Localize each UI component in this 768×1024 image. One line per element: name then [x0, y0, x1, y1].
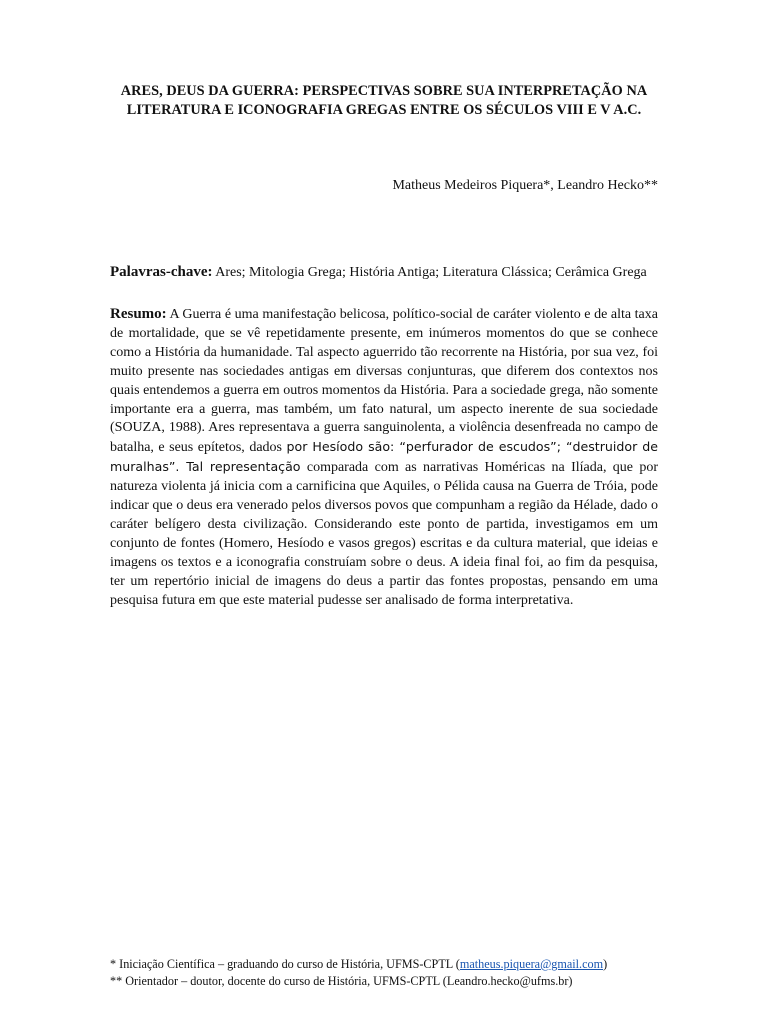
- footnote-1-text: Iniciação Científica – graduando do curso de História, UFMS-CPTL (: [116, 957, 460, 971]
- keywords-section: [110, 263, 658, 282]
- abstract-text-epithets: por Hesíodo são: “perfurador de escudos”; “destruidor de muralhas”. Tal representação: [110, 439, 659, 475]
- footnote-1: [110, 956, 670, 973]
- abstract-text-part1: A Guerra é uma manifestação belicosa, político-social de caráter violento e de alta taxa de mortalidade, que se vê repetidamente presente, em inúmeros momentos do que se conhece como a História da humanidade. Tal aspecto aguerrido tão recorrente na História, por sua vez, foi muito presente nas sociedades antigas em diversas conjunturas, que diferem dos contextos nos quais entendemos a guerra em outros momentos da História. Para a sociedade grega, não somente importante era a guerra, mas também, um fato natural, um aspecto inerente de sua sociedade (SOUZA, 1988). Ares representava a guerra sanguinolenta, a violência desenfreada no campo de batalha, e seus epítetos, dados: [110, 307, 658, 456]
- keywords-label: Palavras-chave:: [110, 264, 213, 280]
- email-link[interactable]: matheus.piquera@gmail.com: [459, 957, 604, 971]
- footnote-1-marker: *: [110, 957, 117, 971]
- footnotes: [110, 956, 670, 990]
- footnote-1-end: ): [603, 957, 608, 971]
- keywords-text: Ares; Mitologia Grega; História Antiga; Literatura Clássica; Cerâmica Grega: [215, 265, 647, 280]
- paper-title: ARES, DEUS DA GUERRA: PERSPECTIVAS SOBRE SUA INTERPRETAÇÃO NA LITERATURA E ICONOGRAFIA GREGAS ENTRE OS SÉCULOS VIII E V A.C.: [120, 83, 648, 118]
- author-line: Matheus Medeiros Piquera*, Leandro Hecko**: [392, 178, 658, 193]
- abstract-text-part3: comparada com as narrativas Homéricas na Ilíada, que por natureza violenta já inicia com a carnificina que Aquiles, o Pélida causa na Guerra de Tróia, pode indicar que o deus era venerado pelos diversos povos que compunham a região da Hélade, dado o caráter belígero desta civilização. Considerando este ponto de partida, investigamos em um conjunto de fontes (Homero, Hesíodo e vasos gregos) escritas e da cultura material, que ideias e imagens os textos e a iconografia construíam sobre o deus. A ideia final foi, ao fim da pesquisa, ter um repertório inicial de imagens do deus a partir das fontes propostas, pensando em uma pesquisa futura em que este material pudesse ser analisado de forma interpretativa.: [110, 460, 658, 608]
- abstract-section: [110, 305, 658, 611]
- abstract-label: Resumo:: [110, 306, 167, 322]
- footnote-2: ** Orientador – doutor, docente do curso de História, UFMS-CPTL (Leandro.hecko@ufms.br): [110, 974, 573, 988]
